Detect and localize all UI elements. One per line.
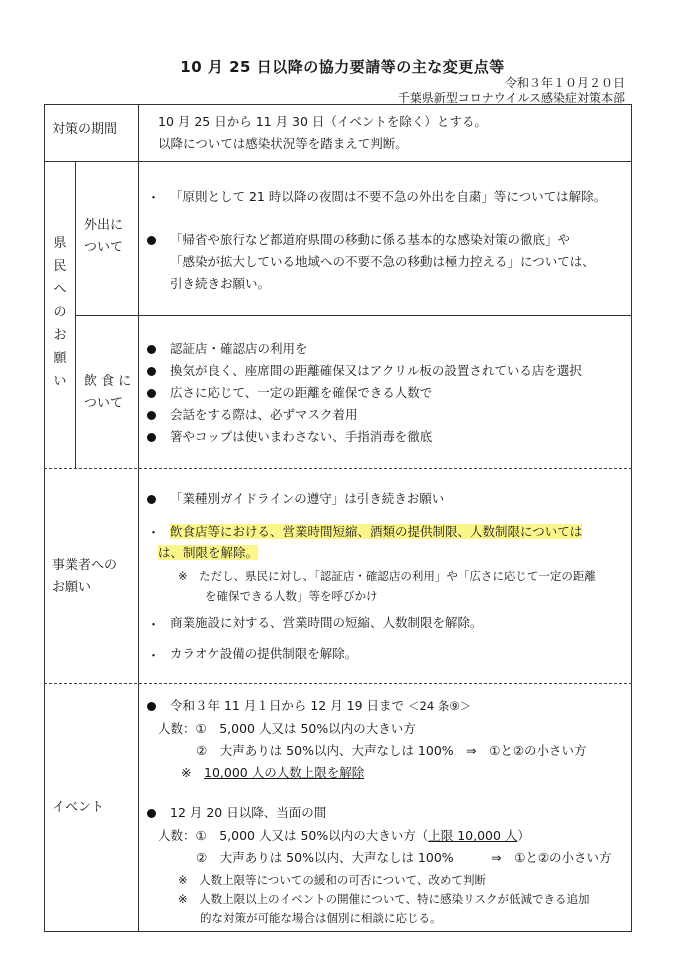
business-item-4: カラオケ設備の提供制限を解除。	[170, 646, 358, 661]
issuing-organization: 千葉県新型コロナウイルス感染症対策本部	[397, 91, 625, 105]
column-divider-residents	[75, 161, 76, 468]
event-block1-note	[181, 763, 364, 783]
outing-item-1: 「原則として 21 時以降の夜間は不要不急の外出を自粛」等については解除。	[170, 189, 607, 204]
business-label-1: 事業者への	[52, 558, 118, 573]
business-item-2-line-1	[170, 522, 582, 542]
row-divider-outing	[75, 315, 632, 316]
residents-label-char: 県	[53, 236, 67, 251]
business-item-2-line-2	[158, 543, 258, 563]
residents-label-char: 願	[53, 351, 67, 366]
dining-item-1: 認証店・確認店の利用を	[170, 341, 308, 356]
residents-label-char: お	[53, 328, 67, 343]
highlighted-text: 飲食店等における、営業時間短縮、酒類の提供制限、人数制限については	[170, 524, 583, 539]
note-mark: ※	[181, 765, 192, 780]
event-block2-note2-line-1: ※ 人数上限以上のイベントの開催について、特に感染リスクが低減できる追加	[178, 892, 590, 906]
document-title: 10 月 25 日以降の協力要請等の主な変更点等	[180, 58, 505, 76]
bullet-dot-icon	[147, 702, 156, 711]
event-block2-line2: ② 大声ありは 50%以内、大声なしは 100% ⇒ ①と②の小さい方	[196, 850, 612, 865]
bullet-dot-icon	[147, 236, 156, 245]
event-block1-head-text: 令和３年 11 月１日から 12 月 19 日まで	[170, 698, 405, 713]
bullet-dot-icon	[147, 411, 156, 420]
bullet-dot-icon	[147, 367, 156, 376]
row-divider-residents	[44, 468, 632, 469]
event-block2-count-a: 人数：① 5,000 人又は 50%以内の大きい方（	[158, 828, 429, 843]
dining-label-1: 飲 食 に	[84, 374, 132, 389]
bullet-dot-icon	[147, 345, 156, 354]
business-item-3: 商業施設に対する、営業時間の短縮、人数制限を解除。	[170, 615, 483, 630]
residents-label-char: へ	[53, 282, 67, 297]
residents-label-char: の	[53, 305, 67, 320]
bullet-mark: ・	[147, 618, 161, 633]
row-divider-business	[44, 683, 632, 684]
event-block2-note1: ※ 人数上限等についての緩和の可否について、改めて判断	[178, 873, 486, 887]
bullet-mark: ・	[147, 526, 161, 541]
event-block2-note2-line-2: 的な対策が可能な場合は個別に相談に応じる。	[200, 911, 442, 925]
measures-table	[44, 104, 632, 932]
dining-item-2: 換気が良く、座席間の距離確保又はアクリル板の設置されている店を選択	[170, 363, 582, 378]
event-block2-count	[158, 826, 530, 846]
outing-label-2: ついて	[84, 240, 124, 255]
residents-label	[50, 232, 70, 393]
highlighted-text: は、制限を解除。	[158, 545, 259, 560]
event-label: イベント	[52, 800, 105, 815]
bullet-dot-icon	[147, 495, 156, 504]
period-label: 対策の期間	[52, 122, 118, 137]
event-block1-head	[170, 696, 471, 716]
outing-label-1: 外出に	[84, 218, 124, 233]
event-block1-line2: ② 大声ありは 50%以内、大声なしは 100% ⇒ ①と②の小さい方	[196, 743, 587, 758]
bullet-mark: ・	[147, 649, 161, 664]
business-note-line-2: を確保できる人数」等を呼びかけ	[205, 589, 378, 603]
event-block1-reference: ＜24 条⑨＞	[408, 699, 472, 713]
dining-item-4: 会話をする際は、必ずマスク着用	[170, 407, 358, 422]
outing-item-2-line-1: 「帰省や旅行など都道府県間の移動に係る基本的な感染対策の徹底」や	[170, 232, 571, 247]
period-line-2: 以降については感染状況等を踏まえて判断。	[158, 136, 408, 151]
business-label-2: お願い	[52, 580, 92, 595]
event-block1-note-text: 10,000 人の人数上限を解除	[204, 765, 365, 780]
dining-item-3: 広さに応じて、一定の距離を確保できる人数で	[170, 385, 433, 400]
document-date: 令和３年１０月２０日	[504, 76, 625, 90]
bullet-dot-icon	[147, 433, 156, 442]
business-note-line-1: ※ ただし、県民に対し、「認証店・確認店の利用」や「広さに応じて一定の距離	[178, 569, 596, 583]
period-line-1: 10 月 25 日から 11 月 30 日（イベントを除く）とする。	[158, 114, 487, 129]
outing-item-2-line-3: 引き続きお願い。	[170, 276, 271, 291]
row-divider-period	[44, 161, 632, 162]
residents-label-char: 民	[53, 259, 67, 274]
dining-label-2: ついて	[84, 396, 124, 411]
outing-item-2-line-2: 「感染が拡大している地域への不要不急の移動は極力控える」については、	[170, 254, 595, 269]
residents-label-char: い	[53, 374, 67, 389]
event-block2-cap: 上限 10,000 人	[428, 828, 518, 843]
bullet-dot-icon	[147, 389, 156, 398]
bullet-dot-icon	[147, 809, 156, 818]
dining-item-5: 箸やコップは使いまわさない、手指消毒を徹底	[170, 429, 433, 444]
event-block2-count-b: ）	[517, 828, 530, 843]
column-divider-main	[138, 104, 139, 932]
event-block2-head: 12 月 20 日以降、当面の間	[170, 805, 327, 820]
bullet-mark: ・	[147, 191, 161, 206]
business-item-1: 「業種別ガイドラインの遵守」は引き続きお願い	[170, 491, 445, 506]
event-block1-count: 人数：① 5,000 人又は 50%以内の大きい方	[158, 721, 416, 736]
